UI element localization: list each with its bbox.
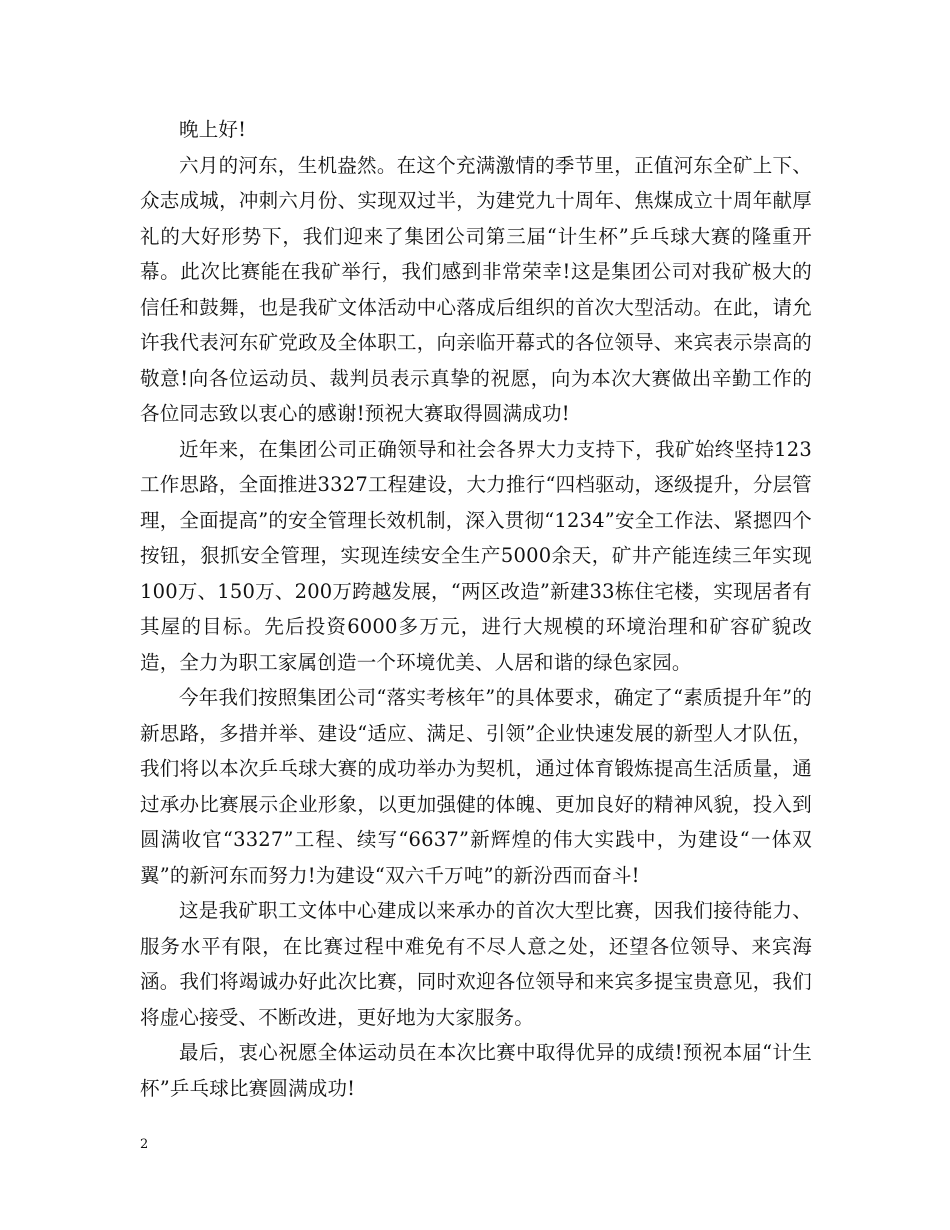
goals-paragraph: 今年我们按照集团公司“落实考核年”的具体要求，确定了“素质提升年”的新思路，多措并举、建设“适应、满足、引领”企业快速发展的新型人才队伍，我们将以本次乒乓球大赛的成功举办为契机，通过体育锻炼提高生活质量，通过承办比赛展示企业形象，以更加强健的体魄、更加良好的精神风貌，投入到圆满收官“3327”工程、续写“6637”新辉煌的伟大实践中，为建设“一体双翼”的新河东而努力!为建设“双六千万吨”的新汾西而奋斗!	[140, 686, 812, 887]
page-number: 2	[140, 1137, 149, 1152]
achievements-paragraph: 近年来，在集团公司正确领导和社会各界大力支持下，我矿始终坚持123工作思路，全面推进3327工程建设，大力推行“四档驱动，逐级提升，分层管理，全面提高”的安全管理长效机制，深入贯彻“1234”安全工作法、紧摁四个按钮，狠抓安全管理，实现连续安全生产5000余天，矿井产能连续三年实现100万、150万、200万跨越发展，“两区改造”新建33栋住宅楼，实现居者有其屋的目标。先后投资6000多万元，进行大规模的环境治理和矿容矿貌改造，全力为职工家属创造一个环境优美、人居和谐的绿色家园。	[140, 437, 812, 674]
apology-paragraph: 这是我矿职工文体中心建成以来承办的首次大型比赛，因我们接待能力、服务水平有限，在比赛过程中难免有不尽人意之处，还望各位领导、来宾海涵。我们将竭诚办好此次比赛，同时欢迎各位领导和来宾多提宝贵意见，我们将虚心接受、不断改进，更好地为大家服务。	[140, 899, 812, 1029]
greeting-paragraph: 晚上好!	[179, 118, 247, 141]
document-body	[140, 112, 812, 1106]
opening-paragraph: 六月的河东，生机盎然。在这个充满激情的季节里，正值河东全矿上下、众志成城，冲刺六月份、实现双过半，为建党九十周年、焦煤成立十周年献厚礼的大好形势下，我们迎来了集团公司第三届“计生杯”乒乓球大赛的隆重开幕。此次比赛能在我矿举行，我们感到非常荣幸!这是集团公司对我矿极大的信任和鼓舞，也是我矿文体活动中心落成后组织的首次大型活动。在此，请允许我代表河东矿党政及全体职工，向亲临开幕式的各位领导、来宾表示崇高的敬意!向各位运动员、裁判员表示真挚的祝愿，向为本次大赛做出辛勤工作的各位同志致以衷心的感谢!预祝大赛取得圆满成功!	[140, 153, 812, 425]
closing-paragraph: 最后，衷心祝愿全体运动员在本次比赛中取得优异的成绩!预祝本届“计生杯”乒乓球比赛圆满成功!	[140, 1041, 812, 1100]
